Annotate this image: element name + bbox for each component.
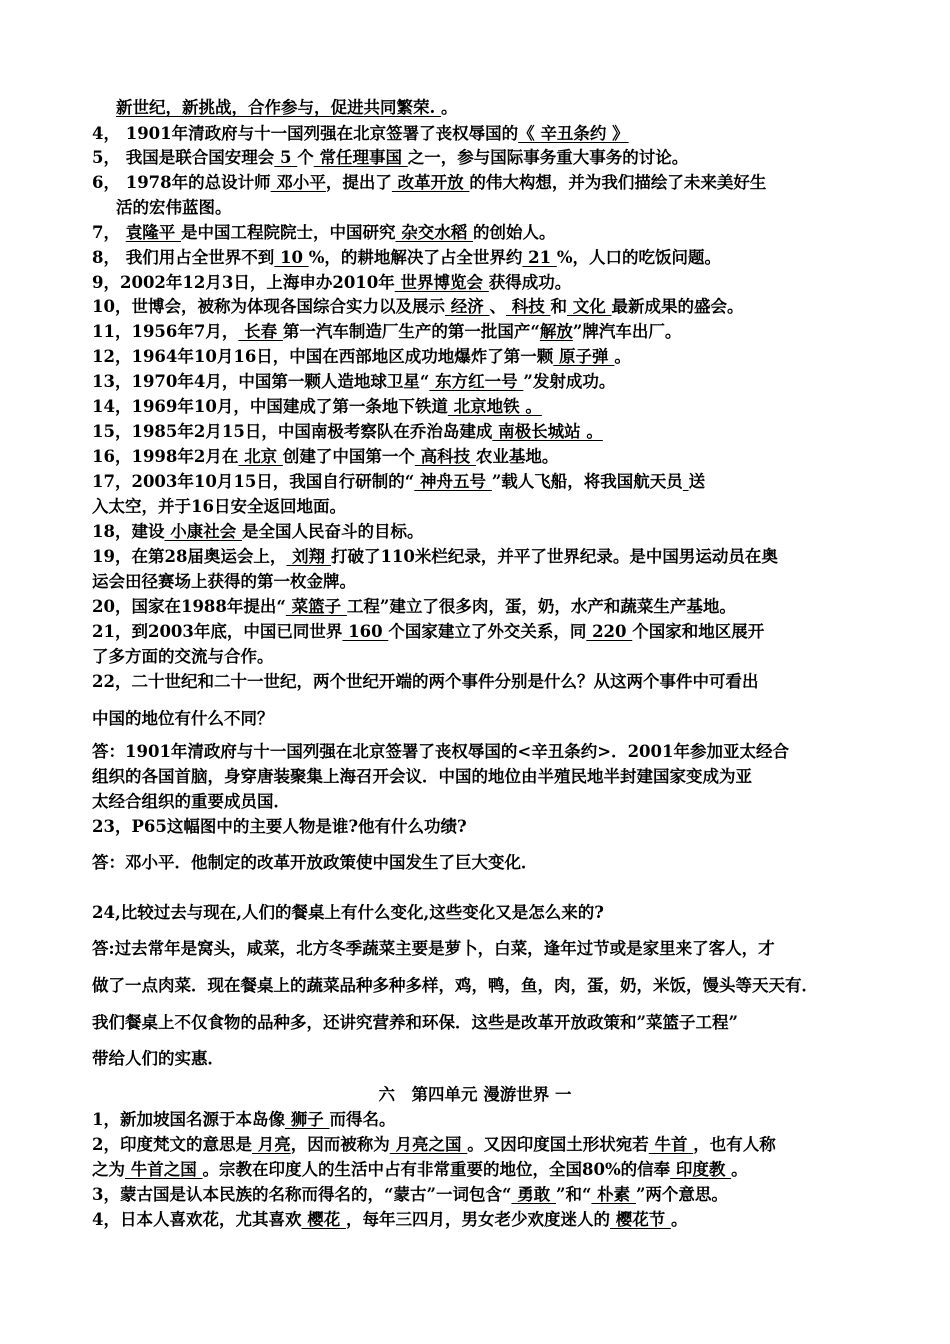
- answer-blank: 狮子: [284, 1110, 330, 1129]
- text-segment: 农业基地。: [475, 447, 559, 466]
- text-segment: 18，建设: [92, 522, 165, 541]
- text-segment: 创建了中国第一个: [282, 447, 415, 466]
- text-segment: 而得名。: [329, 1110, 396, 1129]
- text-segment: 入太空，并于16日安全返回地面。: [92, 497, 346, 516]
- text-line: [92, 370, 872, 394]
- answer-blank: 朴素: [591, 1185, 636, 1204]
- text-line: [92, 470, 872, 494]
- text-line: [92, 395, 872, 419]
- text-line: [116, 96, 872, 120]
- answer-blank: 月亮: [251, 1135, 291, 1154]
- answer-blank: 袁隆平: [125, 223, 181, 242]
- answer-blank: 北京地铁 。: [447, 397, 542, 416]
- text-segment: 2，印度梵文的意思是: [92, 1135, 252, 1154]
- text-line: [116, 196, 872, 220]
- text-segment: ，因而被称为: [290, 1135, 390, 1154]
- text-line: [92, 937, 872, 961]
- text-segment: 是全国人民奋斗的目标。: [241, 522, 424, 541]
- text-line: [92, 246, 872, 270]
- text-segment: 太经合组织的重要成员国．: [92, 792, 290, 811]
- text-segment: 21，到2003年底，中国已同世界: [92, 622, 343, 641]
- text-line: [92, 1208, 872, 1232]
- answer-blank: 小康社会: [164, 522, 242, 541]
- text-segment: 的伟大构想，并为我们描绘了未来美好生: [469, 173, 767, 192]
- text-segment: 10，世博会，被称为体现各国综合实力以及展示: [92, 297, 445, 316]
- text-segment: 5， 我国是联合国安理会: [92, 148, 275, 167]
- text-line: [92, 495, 872, 519]
- text-segment: ，也有人称: [693, 1135, 776, 1154]
- answer-blank: 邓小平: [270, 173, 326, 192]
- text-segment: 。: [670, 1210, 688, 1229]
- answer-blank: 常任理事国: [313, 148, 408, 167]
- answer-blank: 原子弹: [553, 347, 615, 366]
- answer-blank: 解放: [539, 322, 573, 341]
- text-line: [92, 620, 872, 644]
- text-line: [92, 146, 872, 170]
- text-segment: 13，1970年4月，中国第一颗人造地球卫星“: [92, 372, 430, 391]
- text-segment: 我们餐桌上不仅食物的品种多，还讲究营养和环保．这些是改革开放政策和”菜篮子工程”: [92, 1013, 738, 1032]
- text-line: [92, 765, 872, 789]
- text-segment: 20，国家在1988年提出“: [92, 597, 286, 616]
- text-line: [92, 707, 872, 731]
- text-line: [92, 1011, 872, 1035]
- text-segment: 组织的各国首脑，身穿唐装聚集上海召开会议．中国的地位由半殖民地半封建国家变成为亚: [92, 767, 752, 786]
- text-line: [92, 520, 872, 544]
- text-segment: 。: [614, 347, 631, 366]
- text-segment: 4，日本人喜欢花，尤其喜欢: [92, 1210, 302, 1229]
- text-line: [92, 271, 872, 295]
- text-segment: 8， 我们用占全世界不到: [92, 248, 275, 267]
- text-segment: 14，1969年10月，中国建成了第一条地下铁道: [92, 397, 448, 416]
- answer-blank: 5: [274, 148, 298, 167]
- text-line: [92, 122, 872, 146]
- text-line: [92, 790, 872, 814]
- text-line: [92, 901, 872, 925]
- text-segment: 24,比较过去与现在,人们的餐桌上有什么变化,这些变化又是怎么来的?: [92, 903, 604, 922]
- answer-blank: 牛首: [648, 1135, 694, 1154]
- text-line: [92, 545, 872, 569]
- text-segment: ”发射成功。: [523, 372, 616, 391]
- text-line: [92, 670, 872, 694]
- text-segment: 送: [688, 472, 706, 491]
- answer-blank: 樱花: [301, 1210, 346, 1229]
- text-segment: 19，在第28届奥运会上，: [92, 547, 287, 566]
- text-line: [92, 815, 872, 839]
- text-line: [92, 740, 872, 764]
- answer-blank: 科技: [505, 297, 551, 316]
- text-segment: ”载人飞船，将我国航天员: [491, 472, 683, 491]
- text-line: [92, 1133, 872, 1157]
- answer-blank: 杂交水稻: [395, 223, 473, 242]
- text-line: [92, 974, 872, 998]
- text-line: [92, 420, 872, 444]
- text-segment: 和: [550, 297, 567, 316]
- text-segment: 17，2003年10月15日，我国自行研制的“: [92, 472, 415, 491]
- text-segment: 中国的地位有什么不同？: [92, 709, 274, 728]
- text-segment: ，提出了: [325, 173, 392, 192]
- answer-blank: 新世纪，新挑战，合作参与，促进共同繁荣.: [116, 98, 441, 117]
- text-line: [92, 345, 872, 369]
- text-segment: 7，: [92, 223, 126, 242]
- text-segment: 带给人们的实惠．: [92, 1049, 224, 1068]
- text-line: [92, 1047, 872, 1071]
- text-segment: 运会田径赛场上获得的第一枚金牌。: [92, 572, 356, 591]
- text-segment: ，每年三四月，男女老少欢度迷人的: [345, 1210, 610, 1229]
- text-segment: 16，1998年2月在: [92, 447, 239, 466]
- answer-blank: 牛首之国: [125, 1160, 203, 1179]
- text-line: [92, 570, 872, 594]
- text-segment: 。宗教在印度人的生活中占有非常重要的地位，全国80%的信奉: [202, 1160, 671, 1179]
- text-segment: 答：邓小平．他制定的改革开放政策使中国发生了巨大变化．: [92, 853, 538, 872]
- answer-blank: 神舟五号: [414, 472, 492, 491]
- text-line: [92, 221, 872, 245]
- text-segment: 23，P65这幅图中的主要人物是谁?他有什么功绩?: [92, 817, 467, 836]
- text-segment: 3，蒙古国是认本民族的名称而得名的，“蒙古”一词包含“: [92, 1185, 512, 1204]
- text-line: [92, 851, 872, 875]
- text-segment: 22，二十世纪和二十一世纪，两个世纪开端的两个事件分别是什么？从这两个事件中可看出: [92, 672, 759, 691]
- answer-blank: 改革开放: [391, 173, 470, 192]
- text-line: [92, 595, 872, 619]
- text-segment: 六 第四单元 漫游世界 一: [378, 1085, 572, 1104]
- text-segment: 第一汽车制造厂生产的第一批国产“: [282, 322, 540, 341]
- text-segment: 个国家建立了外交关系，同: [388, 622, 587, 641]
- text-segment: 之为: [92, 1160, 125, 1179]
- text-segment: 11，1956年7月，: [92, 322, 239, 341]
- text-segment: 答:过去常年是窝头，咸菜，北方冬季蔬菜主要是萝卜，白菜，逢年过节或是家里来了客人，才: [92, 939, 775, 958]
- answer-blank: 长春: [238, 322, 283, 341]
- text-line: [92, 1158, 872, 1182]
- answer-blank: 160: [342, 622, 389, 641]
- text-segment: 答：1901年清政府与十一国列强在北京签署了丧权辱国的<辛丑条约>．2001年参加亚太经合: [92, 742, 789, 761]
- text-segment: 工程”建立了很多肉，蛋，奶，水产和蔬菜生产基地。: [346, 597, 736, 616]
- text-segment: 打破了110米栏纪录，并平了世界纪录。是中国男运动员在奥: [330, 547, 778, 566]
- answer-blank: 世界博览会: [394, 273, 489, 292]
- answer-blank: 220: [586, 622, 633, 641]
- answer-blank: 文化: [566, 297, 612, 316]
- text-segment: 个国家和地区展开: [632, 622, 765, 641]
- section-heading: [0, 1083, 950, 1107]
- answer-blank: 南极长城站 。: [492, 422, 603, 441]
- answer-blank: 经济: [444, 297, 490, 316]
- text-segment: ”两个意思。: [635, 1185, 728, 1204]
- answer-blank: 高科技: [414, 447, 476, 466]
- text-line: [92, 320, 872, 344]
- text-segment: 活的宏伟蓝图。: [116, 198, 232, 217]
- answer-blank: 菜篮子: [285, 597, 347, 616]
- text-segment: 最新成果的盛会。: [611, 297, 744, 316]
- text-segment: 做了一点肉菜．现在餐桌上的蔬菜品种多种多样，鸡，鸭，鱼，肉，蛋，奶，米饭，馒头等天天有．: [92, 976, 818, 995]
- answer-blank: 《 辛丑条约 》: [518, 124, 629, 143]
- text-segment: 6， 1978年的总设计师: [92, 173, 271, 192]
- answer-blank: 10: [274, 248, 309, 267]
- text-line: [92, 645, 872, 669]
- text-segment: ”牌汽车出厂。: [572, 322, 682, 341]
- text-line: [92, 1183, 872, 1207]
- text-segment: 。: [441, 98, 458, 117]
- answer-blank: 樱花节: [609, 1210, 671, 1229]
- text-segment: 了多方面的交流与合作。: [92, 647, 274, 666]
- answer-blank: 北京: [238, 447, 283, 466]
- text-segment: 9，2002年12月3日，上海申办2010年: [92, 273, 395, 292]
- text-segment: 1，新加坡国名源于本岛像: [92, 1110, 285, 1129]
- text-line: [92, 171, 872, 195]
- text-segment: 的创始人。: [472, 223, 556, 242]
- answer-blank: 印度教: [670, 1160, 732, 1179]
- answer-blank: 东方红一号: [429, 372, 524, 391]
- text-segment: ”和“: [555, 1185, 592, 1204]
- answer-blank: 月亮之国: [389, 1135, 468, 1154]
- text-segment: 个: [297, 148, 314, 167]
- text-line: [92, 445, 872, 469]
- text-line: [92, 295, 872, 319]
- text-segment: 。又因印度国土形状宛若: [467, 1135, 649, 1154]
- text-segment: %，的耕地解决了占全世界约: [308, 248, 523, 267]
- answer-blank: 勇敢: [511, 1185, 556, 1204]
- text-segment: 获得成功。: [488, 273, 572, 292]
- text-segment: 、: [489, 297, 506, 316]
- text-segment: 之一，参与国际事务重大事务的讨论。: [407, 148, 689, 167]
- answer-blank: 21: [522, 248, 557, 267]
- text-segment: 。: [731, 1160, 748, 1179]
- text-line: [92, 1108, 872, 1132]
- text-segment: 12，1964年10月16日，中国在西部地区成功地爆炸了第一颗: [92, 347, 554, 366]
- text-segment: %，人口的吃饭问题。: [556, 248, 722, 267]
- text-segment: 15，1985年2月15日，中国南极考察队在乔治岛建成: [92, 422, 493, 441]
- text-segment: 是中国工程院院士，中国研究: [180, 223, 396, 242]
- answer-blank: 刘翔: [286, 547, 331, 566]
- text-segment: 4， 1901年清政府与十一国列强在北京签署了丧权辱国的: [92, 124, 519, 143]
